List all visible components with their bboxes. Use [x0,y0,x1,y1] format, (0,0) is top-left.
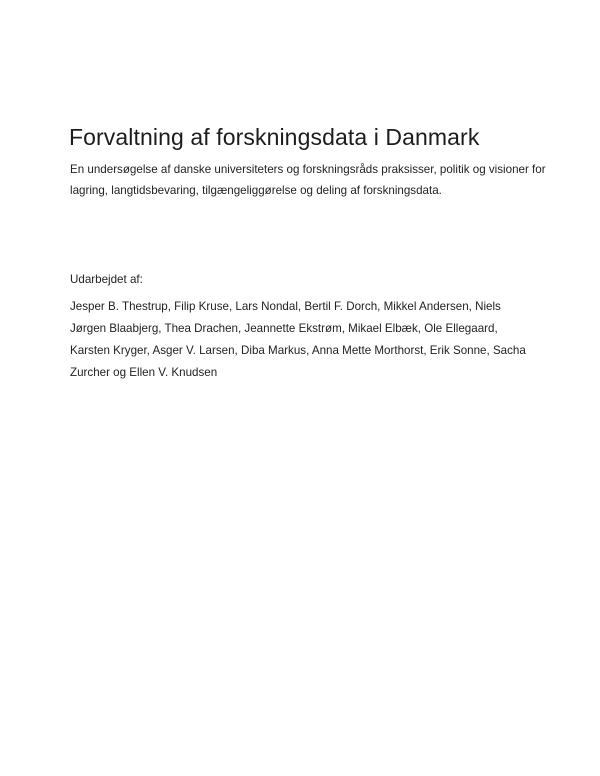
document-subtitle: En undersøgelse af danske universiteters og forskningsråds praksisser, politik og visioner for lagring, langtidsbevaring, tilgængeliggørelse og deling af forskningsdata. [70,163,546,197]
author-list: Jesper B. Thestrup, Filip Kruse, Lars Nondal, Bertil F. Dorch, Mikkel Andersen, Niels Jørgen Blaabjerg, Thea Drachen, Jeannette Ekstrøm, Mikael Elbæk, Ole Ellegaard, Karsten Kryger, Asger V. Larsen, Diba Markus, Anna Mette Morthorst, Erik Sonne, Sacha Zurcher og Ellen V. Knudsen [70,300,526,379]
document-title: Forvaltning af forskningsdata i Danmark [69,124,480,150]
prepared-by-label: Udarbejdet af: [70,273,143,286]
